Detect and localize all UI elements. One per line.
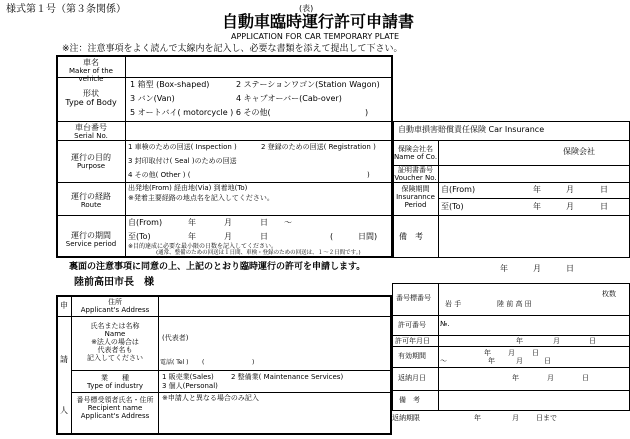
period-note-1: ※目的達成に必要な最小限の日数を記入してください。 — [128, 243, 278, 250]
omote-label: (表) — [299, 4, 314, 13]
plate-city: 陸 前 高 田 — [497, 300, 532, 308]
period-tilde: 〜 — [284, 218, 292, 227]
representative-label: (代表者) — [162, 334, 189, 342]
declaration-text: 裏面の注意事項に同意の上、上記のとおり臨時運行の許可を申請します。 — [69, 262, 366, 272]
form-title: 自動車臨時運行許可申請書 — [222, 12, 415, 31]
return-limit-label: 返納期限 — [392, 414, 420, 422]
office-remarks-label: 備 考 — [399, 396, 420, 404]
insurance-remarks-label: 備 考 — [399, 232, 423, 241]
applicant-side-1: 申 — [60, 301, 68, 310]
form-number: 様式第１号（第３条関係） — [6, 4, 126, 15]
route-points[interactable]: 出発地(From) 経由地(Via) 到着地(To) — [128, 184, 248, 192]
industry-maintenance[interactable]: 2 整備業( Maintenance Services) — [231, 373, 344, 381]
purpose-other-close: ) — [367, 171, 370, 179]
period-to[interactable]: 至(To) — [128, 232, 151, 241]
vehicle-name-label: 車名 Maker of the vehicle — [68, 58, 113, 84]
period-label: 運行の期間 Service period — [65, 231, 117, 249]
industry-label: 業 種 Type of industry — [87, 374, 143, 391]
applicant-side-3: 人 — [60, 406, 68, 415]
recipient-field[interactable] — [159, 393, 391, 434]
addressee: 陸前高田市長 様 — [74, 277, 154, 288]
applicant-side-2: 請 — [60, 355, 68, 364]
permit-number-label: 許可番号 — [398, 321, 426, 329]
insurance-company-label: 保険会社名 Name of Co. — [393, 145, 438, 162]
recipient-label: 番号標受領者氏名・住所 Recipient name Applicant's Address — [76, 396, 154, 421]
return-limit-suffix: 日まで — [536, 414, 557, 422]
insurance-period-from[interactable]: 自(From) — [441, 185, 476, 194]
route-label: 運行の経路 Route — [71, 192, 111, 210]
serial-field[interactable] — [126, 122, 391, 139]
purpose-seal[interactable]: 3 封印取付け( Seal )のための回送 — [128, 157, 237, 165]
purpose-inspection[interactable]: 1 車検のための回送( Inspection ) — [128, 143, 237, 151]
route-note: ※発着主要経路の地点名を記入してください。 — [128, 194, 274, 202]
return-date-label: 返納月日 — [398, 374, 426, 382]
body-option-van[interactable]: 3 バン(Van) — [130, 94, 175, 103]
insurance-company-suffix: 保険会社 — [563, 147, 595, 156]
insurance-title: 自動車損害賠償責任保険 Car Insurance — [398, 125, 545, 134]
applicant-name-field[interactable] — [159, 317, 391, 369]
insurance-remarks-field[interactable] — [439, 216, 629, 257]
period-from[interactable]: 自(From) — [128, 218, 163, 227]
plate-prefecture: 岩 手 — [445, 300, 462, 308]
body-option-cabover[interactable]: 4 キャブオーバー(Cab-over) — [236, 94, 342, 103]
purpose-registration[interactable]: 2 登録のための回送( Registration ) — [261, 143, 376, 151]
tel-label: 電話( Tel ) — [160, 359, 189, 366]
body-option-motorcycle-other[interactable]: 5 オートバイ( motorcycle ) 6 その他( — [130, 108, 271, 117]
vehicle-label-divider — [125, 56, 126, 257]
purpose-label: 運行の目的 Purpose — [71, 153, 111, 171]
period-note-2: (通常、整備のための回送は１日間、車検・登録のための回送は、１〜２日間です。) — [156, 250, 361, 256]
period-days: 日間) — [358, 232, 378, 241]
body-option-close: ) — [365, 108, 369, 117]
vehicle-name-field[interactable] — [126, 57, 391, 76]
plate-number-label: 番号標番号 — [396, 294, 431, 302]
form-subtitle: APPLICATION FOR CAR TEMPORARY PLATE — [231, 32, 400, 41]
insurance-period-to[interactable]: 至(To) — [441, 202, 464, 211]
insurance-period-label: 保険期間 Insurannce Period — [396, 185, 435, 210]
body-type-label: 形状 Type of Body — [65, 89, 117, 108]
industry-personal[interactable]: 3 個人(Personal) — [162, 382, 218, 390]
plate-count-label: 枚数 — [602, 290, 616, 298]
recipient-note: ※申請人と異なる場合のみ記入 — [162, 394, 259, 402]
permit-number-prefix: №. — [440, 320, 450, 328]
insurance-company-field[interactable] — [439, 141, 559, 164]
body-option-wagon[interactable]: 2 ステーションワゴン(Station Wagon) — [236, 80, 380, 89]
applicant-name-label: 氏名または名称 Name ※法人の場合は 代表者名も 記入してください — [87, 322, 143, 363]
serial-label: 車台番号 Serial No. — [74, 123, 108, 141]
purpose-other[interactable]: 4 その他( Other ) ( — [128, 171, 191, 179]
valid-period-label: 有効期間 — [398, 352, 426, 360]
instruction-note: ※注：注意事項をよく読んで太線内を記入し、必要な書類を添えて提出して下さい。 — [62, 44, 403, 54]
valid-period-tilde: 〜 — [440, 357, 447, 365]
insurance-cert-field[interactable] — [439, 166, 629, 181]
industry-sales[interactable]: 1 販売業(Sales) — [162, 373, 214, 381]
permit-date-label: 許可年月日 — [395, 337, 430, 345]
applicant-address-label: 住所 Applicant's Address — [80, 298, 150, 315]
body-option-box[interactable]: 1 箱型 (Box-shaped) — [130, 80, 210, 89]
applicant-address-field[interactable] — [159, 297, 391, 315]
insurance-cert-label: 証明書番号 Voucher No. — [394, 166, 437, 183]
